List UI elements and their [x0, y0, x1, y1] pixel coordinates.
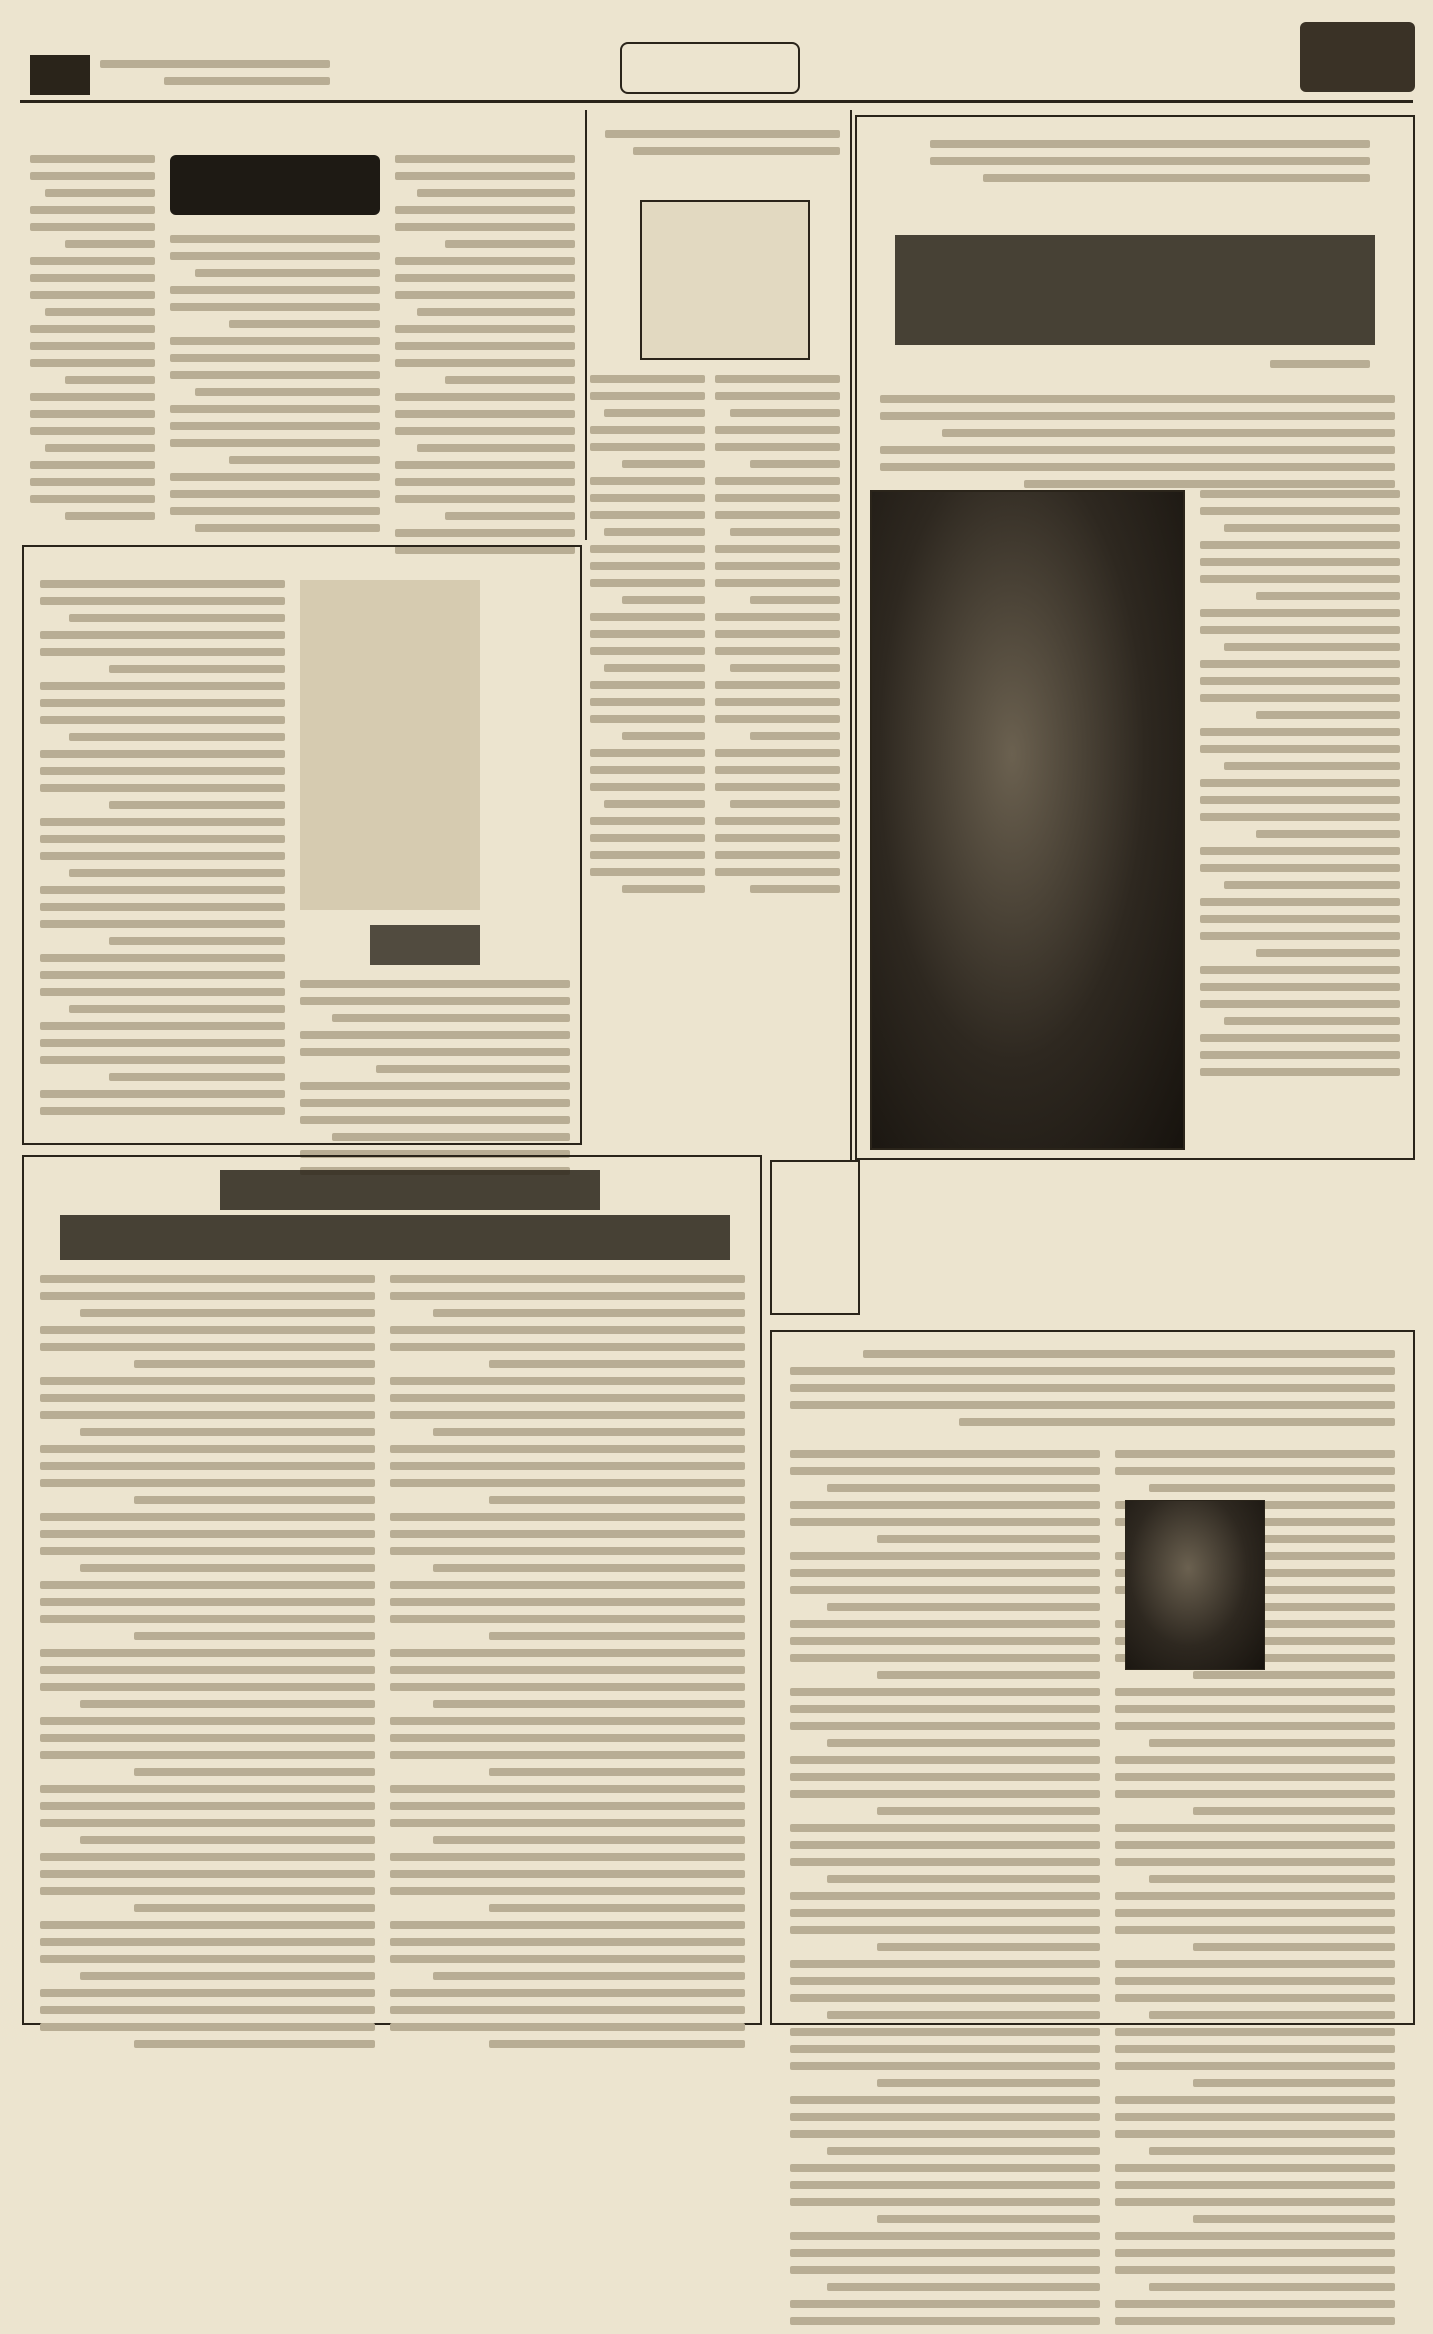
masthead-logo	[1300, 22, 1415, 92]
poem-illustration	[300, 580, 480, 910]
section-title-box	[620, 42, 800, 94]
column-rule-2	[585, 110, 587, 540]
poem-title	[370, 925, 480, 965]
poem-text-left	[300, 980, 570, 1184]
feature-photo	[870, 490, 1185, 1150]
interview-header	[605, 130, 840, 164]
dateline	[100, 60, 330, 94]
masthead-rule	[20, 100, 1413, 103]
training-ad-col-right	[390, 1275, 745, 2057]
poem-text-right	[40, 580, 285, 1124]
listings-col-2	[170, 235, 380, 541]
interview-portrait	[640, 200, 810, 360]
feature-byline	[1270, 360, 1370, 377]
feature-body-column	[1200, 490, 1400, 1085]
page-number-area	[30, 55, 90, 95]
training-ad-col-left	[40, 1275, 375, 2057]
education-ad-services	[790, 1450, 1100, 2334]
student-photo	[1125, 1500, 1265, 1670]
training-ad-headline-2	[60, 1215, 730, 1260]
interview-body-left	[590, 375, 705, 902]
listings-col-1	[30, 155, 155, 529]
column-rule-1	[850, 110, 852, 1160]
feature-kicker	[930, 140, 1370, 191]
interview-body-right	[715, 375, 840, 902]
listings-col-3	[395, 155, 575, 563]
training-ad-headline-1	[220, 1170, 600, 1210]
feature-body-top	[880, 395, 1395, 497]
listings-heading	[170, 155, 380, 215]
feature-headline	[895, 235, 1375, 345]
education-ad-header	[790, 1350, 1395, 1435]
small-logo-ad	[770, 1160, 860, 1315]
